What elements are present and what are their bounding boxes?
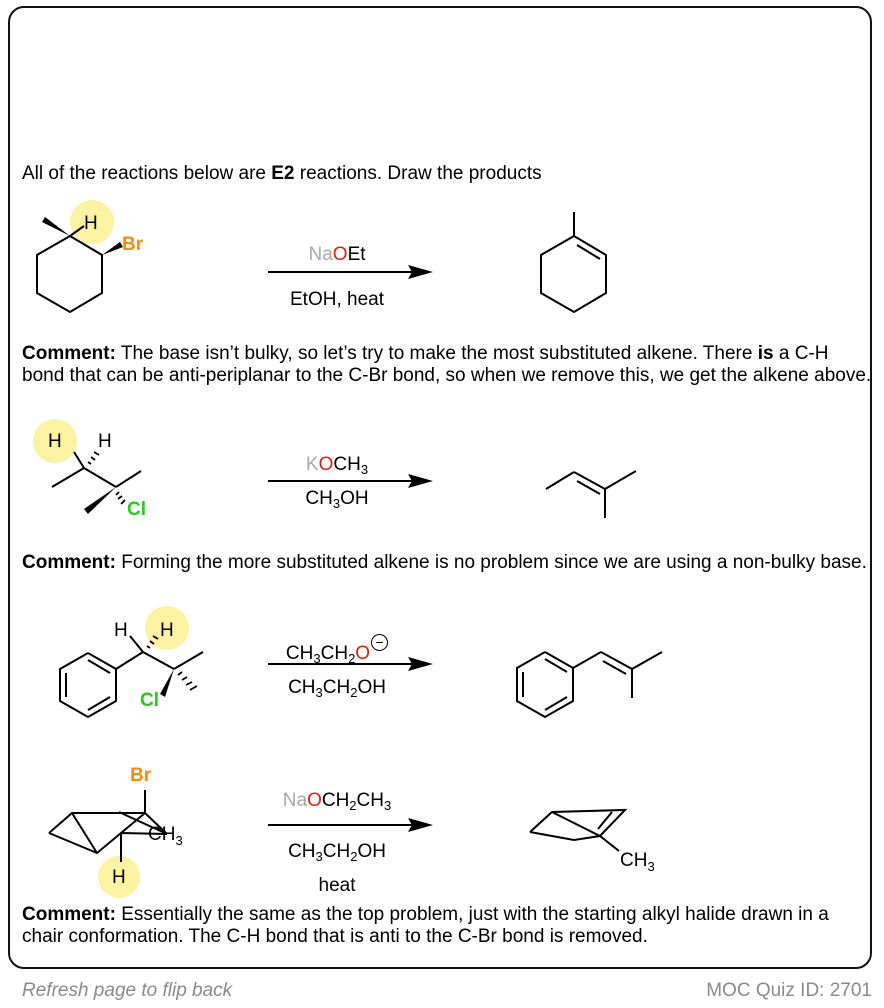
quiz-id-label: MOC Quiz ID: 2701	[706, 980, 872, 1001]
svg-text:H: H	[112, 867, 126, 888]
br-atom-label: Br	[122, 234, 144, 255]
svg-text:H: H	[160, 620, 174, 641]
comment-1: Comment: The base isn’t bulky, so let’s try to make the most substituted alkene. There is a C-H bond that can be anti-periplanar to the C-Br bond, so when we remove this, we get the alkene above.	[22, 343, 872, 386]
refresh-hint-link[interactable]: Refresh page to flip back	[22, 980, 233, 1001]
svg-text:H: H	[48, 431, 62, 452]
svg-text:Cl: Cl	[140, 690, 159, 711]
svg-text:CH3: $CH_3$	[148, 824, 183, 848]
r2-solvent: $CH_3OH$	[305, 488, 369, 511]
r1-reagent: NaOEt	[308, 244, 366, 265]
svg-text:CH3: $CH_3$	[620, 850, 655, 874]
svg-text:H: H	[98, 431, 112, 452]
svg-text:H: H	[114, 620, 128, 641]
r3-reagent: $CH_3CH_2O-$	[247, 634, 427, 665]
negative-charge-icon: −	[371, 634, 388, 651]
r4-reagent: $NaOCH_2CH_3$	[282, 790, 392, 813]
r2-reagent: $KOCH_3$	[305, 454, 369, 477]
svg-text:Cl: Cl	[127, 499, 146, 520]
r3-solvent: $CH_3CH_2OH$	[288, 677, 386, 700]
h-atom-label: H	[84, 213, 98, 234]
intro-text: All of the reactions below are E2 reactions. Draw the products	[22, 163, 542, 184]
svg-text:Br: Br	[130, 765, 152, 786]
r1-solvent: EtOH, heat	[290, 289, 384, 310]
r4-heat: heat	[318, 875, 356, 896]
comment-2: Comment: Forming the more substituted alkene is no problem since we are using a non-bulky base.	[22, 552, 867, 573]
comment-4: Comment: Essentially the same as the top problem, just with the starting alkyl halide drawn in a chair conformation. The C-H bond that is anti to the C-Br bond is removed.	[22, 904, 829, 947]
r4-solvent: $CH_3CH_2OH$	[288, 841, 386, 864]
